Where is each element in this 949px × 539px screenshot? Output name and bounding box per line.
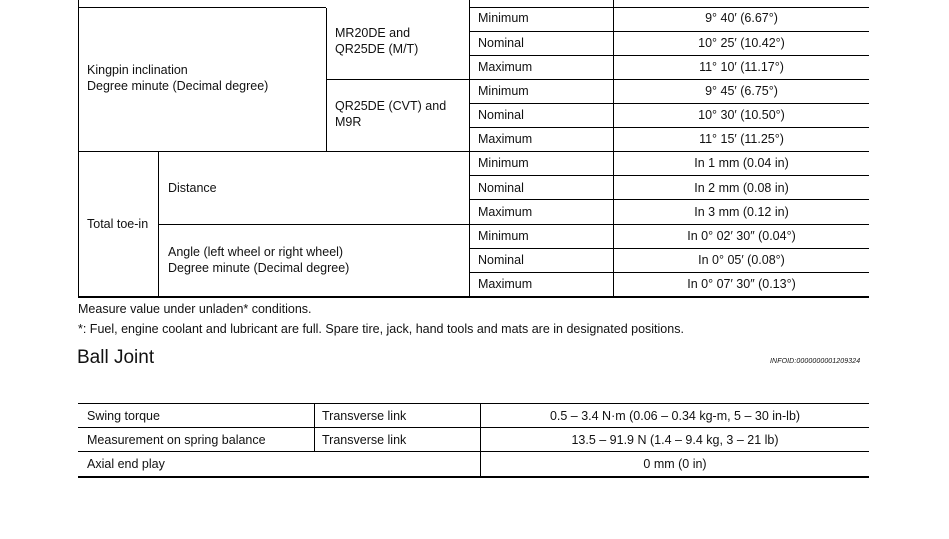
spec-value: In 0° 07′ 30″ (0.13°) <box>687 277 796 291</box>
section-heading-ball-joint: Ball Joint <box>77 347 155 368</box>
toe-in-angle-label <box>168 244 349 276</box>
spec-value: In 0° 02′ 30″ (0.04°) <box>687 229 796 243</box>
model-line2: QR25DE (M/T) <box>335 42 419 56</box>
level-label: Minimum <box>478 84 529 98</box>
spec-value: In 2 mm (0.08 in) <box>694 181 789 195</box>
level-label: Nominal <box>478 36 524 50</box>
part-cell: Transverse link <box>322 433 407 447</box>
kingpin-label <box>87 62 268 94</box>
level-label: Minimum <box>478 11 529 25</box>
spec-value: 10° 30′ (10.50°) <box>698 108 785 122</box>
model-line1: MR20DE and <box>335 26 411 40</box>
level-label: Maximum <box>478 132 533 146</box>
part-cell: Transverse link <box>322 409 407 423</box>
kingpin-label-line1: Kingpin inclination <box>87 63 188 77</box>
item-cell: Axial end play <box>87 457 165 471</box>
ball-joint-table <box>0 400 949 480</box>
value-cell: 0.5 – 3.4 N·m (0.06 – 0.34 kg-m, 5 – 30 in-lb) <box>549 409 801 423</box>
spec-value: 11° 10′ (11.17°) <box>699 60 784 74</box>
level-label: Maximum <box>478 60 533 74</box>
spec-value: 9° 40′ (6.67°) <box>705 11 778 25</box>
kingpin-model-group-1 <box>335 25 418 57</box>
model-line2: M9R <box>335 115 362 129</box>
spec-value: In 1 mm (0.04 in) <box>694 156 789 170</box>
toe-in-distance-label: Distance <box>168 181 217 195</box>
angle-label-line1: Angle (left wheel or right wheel) <box>168 245 344 259</box>
level-label: Maximum <box>478 205 533 219</box>
footnote: *: Fuel, engine coolant and lubricant are full. Spare tire, jack, hand tools and mats are in designated positions. <box>78 322 684 336</box>
item-cell: Swing torque <box>87 409 160 423</box>
level-label: Nominal <box>478 253 524 267</box>
spec-value: 10° 25′ (10.42°) <box>698 36 785 50</box>
measure-note: Measure value under unladen* conditions. <box>78 302 312 316</box>
level-label: Minimum <box>478 156 529 170</box>
spec-value: 9° 45′ (6.75°) <box>705 84 778 98</box>
level-label: Minimum <box>478 229 529 243</box>
kingpin-label-line2: Degree minute (Decimal degree) <box>87 79 269 93</box>
kingpin-model-group-2 <box>335 98 446 130</box>
toe-in-label: Total toe-in <box>87 217 149 231</box>
model-line1: QR25DE (CVT) and <box>335 99 447 113</box>
spec-value: 11° 15′ (11.25°) <box>699 132 784 146</box>
level-label: Maximum <box>478 277 533 291</box>
level-label: Nominal <box>478 181 524 195</box>
value-cell: 13.5 – 91.9 N (1.4 – 9.4 kg, 3 – 21 lb) <box>571 433 779 447</box>
spec-value: In 0° 05′ (0.08°) <box>698 253 785 267</box>
angle-label-line2: Degree minute (Decimal degree) <box>168 261 350 275</box>
item-cell: Measurement on spring balance <box>87 433 266 447</box>
value-cell: 0 mm (0 in) <box>643 457 707 471</box>
level-label: Nominal <box>478 108 524 122</box>
info-id: INFOID:0000000001209324 <box>770 358 861 365</box>
spec-value: In 3 mm (0.12 in) <box>694 205 789 219</box>
